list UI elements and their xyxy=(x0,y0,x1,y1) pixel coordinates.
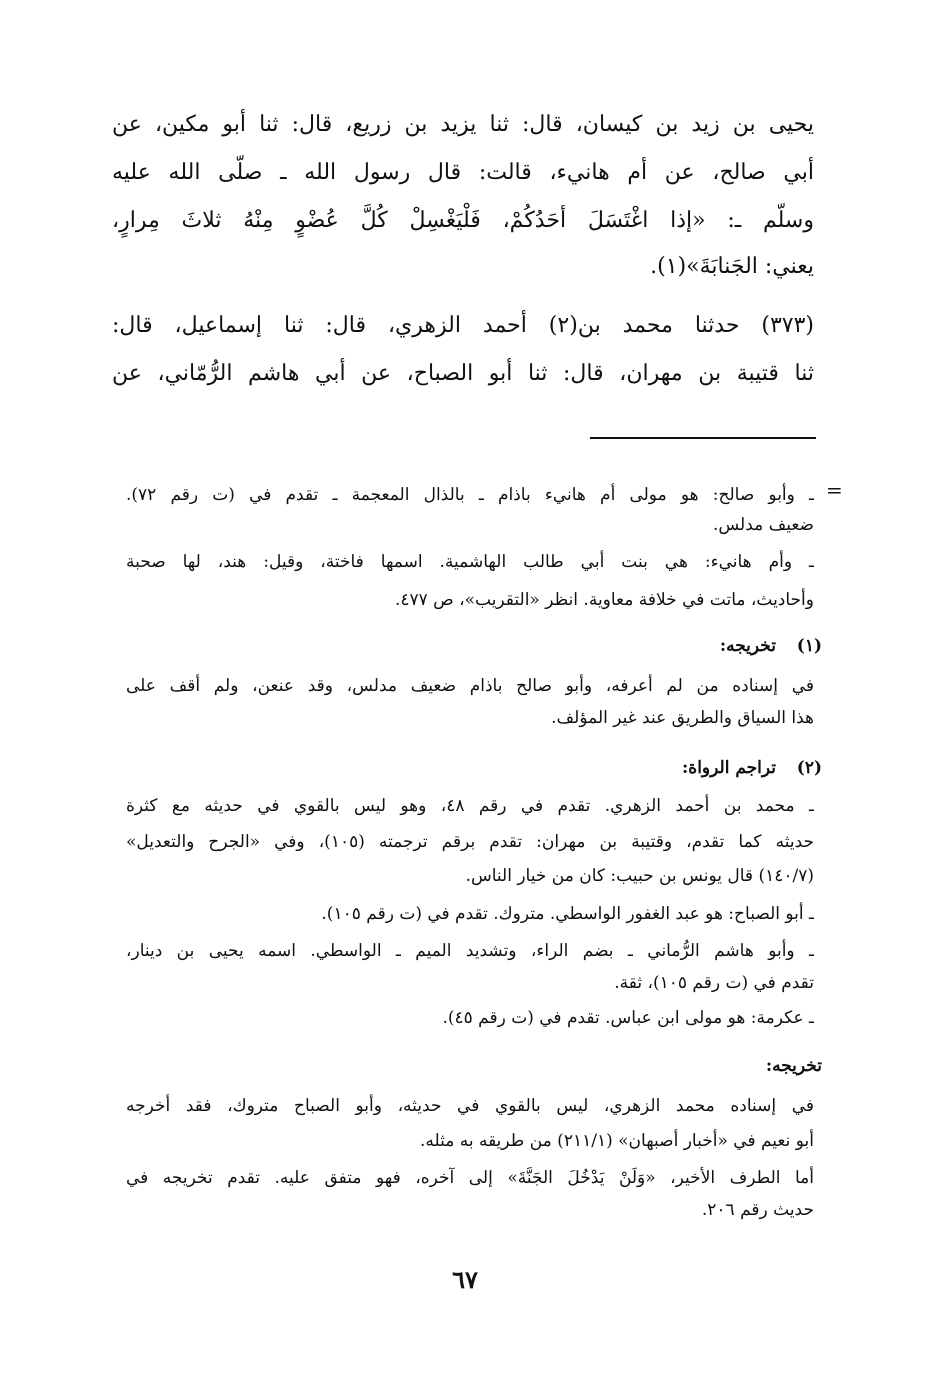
footnote-line: حديثه كما تقدم، وقتيبة بن مهران: تقدم برقم ترجمته (١٠٥)، وفي «الجرح والتعديل» xyxy=(126,832,814,852)
footnote-1-heading: تخريجه: xyxy=(719,636,776,656)
page-number: ٦٧ xyxy=(452,1265,478,1294)
main-text-line-4: يعني: الجَنابَةَ»(١). xyxy=(650,254,814,279)
footnote-separator xyxy=(590,437,816,439)
footnote-2-heading: تراجم الرواة: xyxy=(682,758,776,778)
footnote-line: وأحاديث، ماتت في خلافة معاوية. انظر «التقريب»، ص ٤٧٧. xyxy=(394,590,814,610)
footnote-line: تقدم في (ت رقم ١٠٥)، ثقة. xyxy=(614,973,814,993)
hadith-text-line-2: ثنا قتيبة بن مهران، قال: ثنا أبو الصباح، عن أبي هاشم الرُّمّاني، عن xyxy=(112,361,814,386)
footnote-line: ـ عكرمة: هو مولى ابن عباس. تقدم في (ت رقم ٤٥). xyxy=(442,1008,814,1028)
footnote-line: ـ أبو الصباح: هو عبد الغفور الواسطي. متروك. تقدم في (ت رقم ١٠٥). xyxy=(321,904,814,924)
footnote-line: في إسناده من لم أعرفه، وأبو صالح باذام ضعيف مدلس، وقد عنعن، ولم أقف على xyxy=(126,676,814,696)
footnote-number-1: (١) xyxy=(796,636,822,656)
footnote-line: ـ وأم هانيء: هي بنت أبي طالب الهاشمية. اسمها فاختة، وقيل: هند، لها صحبة xyxy=(126,552,814,572)
footnote-line: أما الطرف الأخير، «وَلَنْ يَدْخُلَ الجَنَّةَ» إلى آخره، فهو متفق عليه. تقدم تخريجه في xyxy=(126,1168,814,1188)
footnote-line: في إسناده محمد الزهري، ليس بالقوي في حديثه، وأبو الصباح متروك، فقد أخرجه xyxy=(126,1096,814,1116)
main-text-line-2: أبي صالح، عن أم هانيء، قالت: قال رسول الله ـ صلّى الله عليه xyxy=(112,160,814,185)
footnote-line: حديث رقم ٢٠٦. xyxy=(701,1200,814,1220)
footnote-line: ـ وأبو صالح: هو مولى أم هانيء باذام ـ بالذال المعجمة ـ تقدم في (ت رقم ٧٢). xyxy=(126,485,814,505)
continuation-mark: = xyxy=(826,478,843,502)
footnote-line: أبو نعيم في «أخبار أصبهان» (٢١١/١) من طريقه به مثله. xyxy=(419,1131,814,1151)
footnote-number-2: (٢) xyxy=(796,758,822,778)
footnote-line: ـ محمد بن أحمد الزهري. تقدم في رقم ٤٨، وهو ليس بالقوي في حديثه مع كثرة xyxy=(126,796,814,816)
footnote-line: ضعيف مدلس. xyxy=(712,515,814,535)
footnote-line: ـ وأبو هاشم الرُّماني ـ بضم الراء، وتشديد الميم ـ الواسطي. اسمه يحيى بن دينار، xyxy=(126,941,814,961)
footnote-line: (١٤٠/٧) قال يونس بن حبيب: كان من خيار الناس. xyxy=(465,866,814,886)
hadith-text-line-1: (٣٧٣) حدثنا محمد بن(٢) أحمد الزهري، قال: ثنا إسماعيل، قال: xyxy=(112,313,814,338)
main-text-line-3: وسلّم ـ: «إذا اغْتَسَلَ أحَدُكُمْ، فَلْيَغْسِلْ كُلَّ عُضْوٍ مِنْهُ ثلاثَ مِرارٍ، xyxy=(112,208,814,233)
footnote-line: هذا السياق والطريق عند غير المؤلف. xyxy=(551,708,814,728)
takhrij-heading: تخريجه: xyxy=(765,1056,822,1076)
main-text-line-1: يحيى بن زيد بن كيسان، قال: ثنا يزيد بن زريع، قال: ثنا أبو مكين، عن xyxy=(112,112,814,137)
